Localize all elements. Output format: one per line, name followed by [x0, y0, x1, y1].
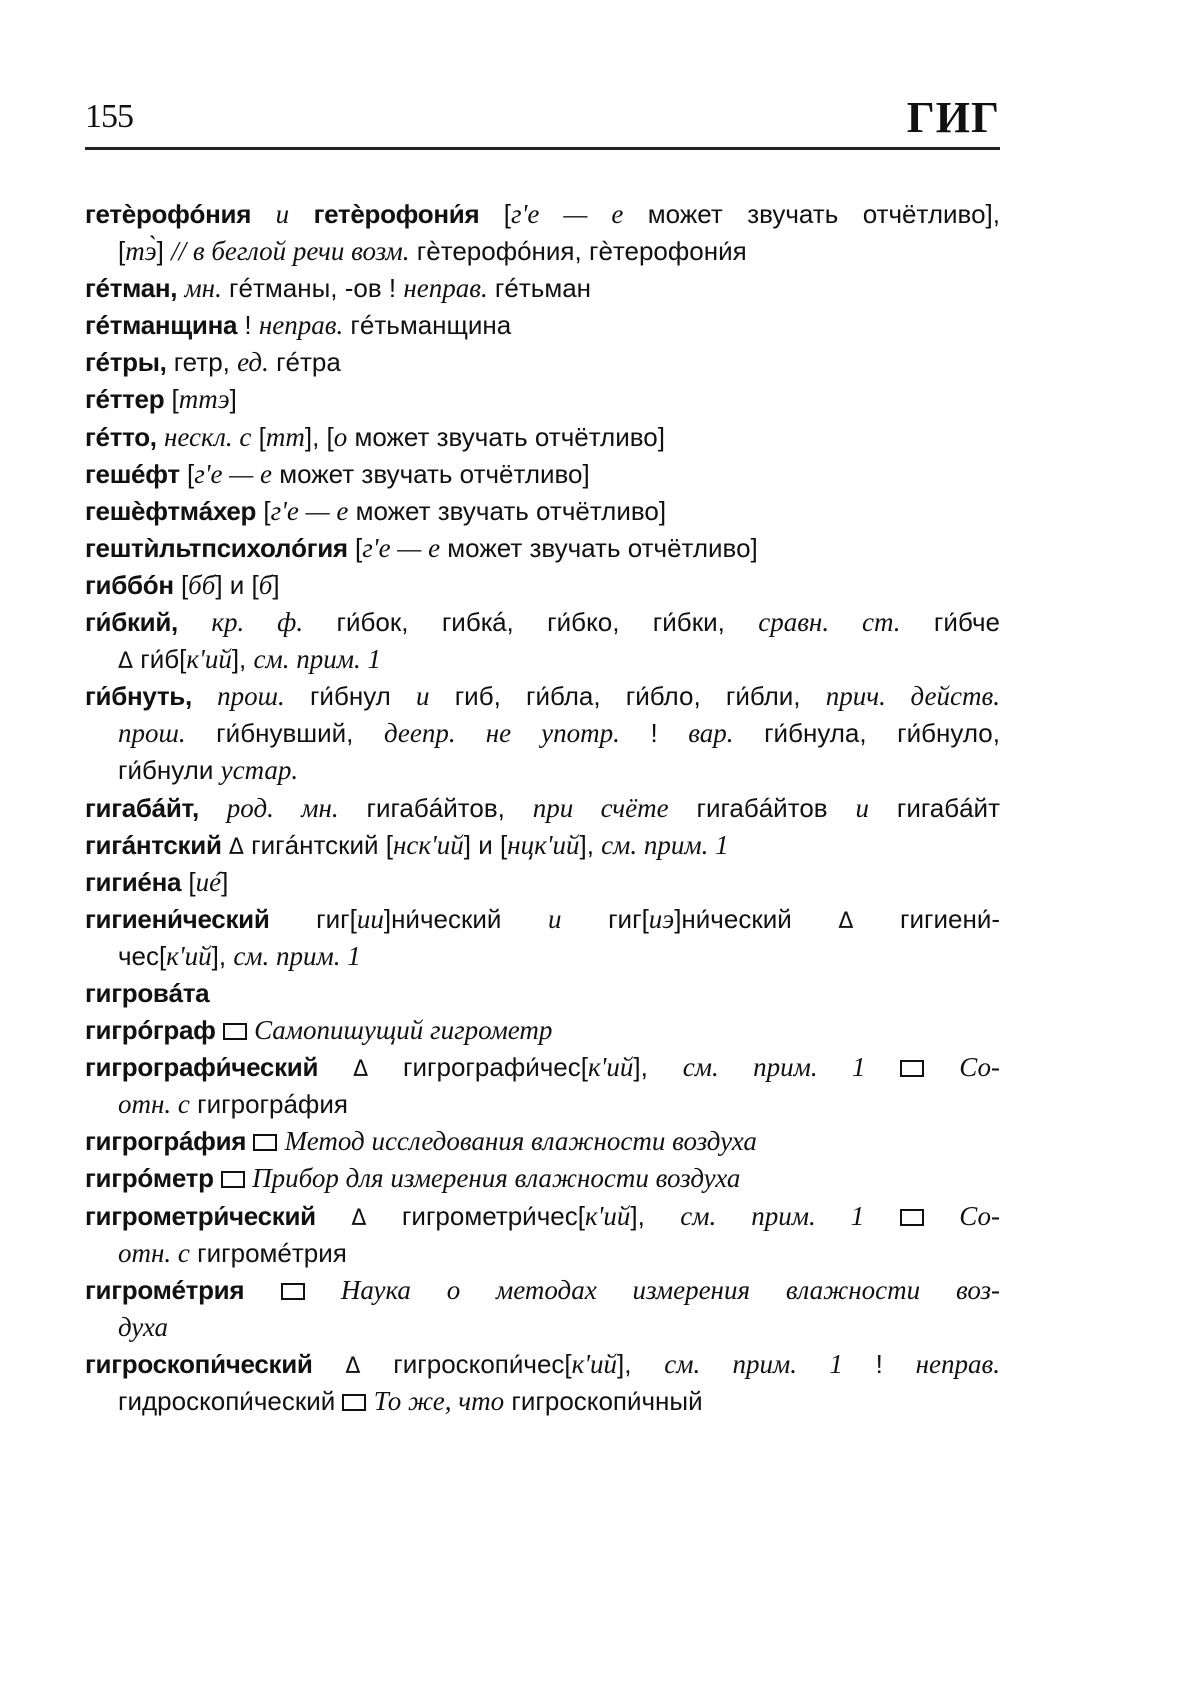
definition-box-icon: [253, 1134, 277, 1151]
italic-label: и: [275, 199, 290, 229]
italic-label: иé: [195, 866, 222, 897]
running-head: ГИГ: [906, 93, 1000, 142]
text: гѐтерофóния, гѐтерофони́я: [409, 236, 747, 267]
text: гиг[: [561, 903, 649, 934]
italic-label: Со-: [959, 1052, 1000, 1083]
text: ]ни́ческий: [383, 903, 548, 934]
text: ] и [: [463, 829, 508, 860]
headword: гéтманщина: [85, 310, 238, 341]
italic-label: Самопишущий гигрометр: [254, 1015, 553, 1046]
italic-label: и: [547, 903, 562, 934]
text: ],: [630, 1200, 681, 1231]
text: гигабáйтов,: [338, 792, 533, 823]
italic-label: см. прим. 1: [253, 644, 381, 675]
italic-label: Прибор для измерения влажности воздуха: [252, 1163, 741, 1194]
text: ги́бнул: [284, 681, 416, 712]
text: гéтьман: [487, 273, 592, 304]
entry-continuation-line: [85, 752, 1000, 789]
text: ],: [617, 1348, 665, 1379]
text: ]: [156, 236, 172, 267]
triangle-icon: Δ: [351, 1205, 367, 1231]
italic-label: мн.: [184, 273, 222, 304]
text: [318, 1052, 353, 1082]
entry-line: [85, 530, 1000, 567]
entry-line: [85, 901, 1000, 938]
text: [199, 793, 227, 823]
headword: гетѐрофони́я: [313, 199, 480, 229]
text: ги́бнувший,: [185, 718, 384, 749]
italic-label: тт: [265, 421, 305, 452]
text: ги́бнули: [118, 755, 221, 786]
headword: гигрóграф: [85, 1015, 216, 1046]
text: ги́бче: [900, 607, 1000, 638]
italic-label: сравн. ст.: [758, 607, 901, 638]
headword: гешѐфтмáхер: [85, 495, 257, 526]
italic-label: см. прим. 1: [233, 940, 361, 971]
entry-line: [85, 344, 1000, 381]
text: ]: [272, 569, 280, 600]
headword: гигрогрáфия: [85, 1126, 247, 1157]
definition-box-icon: [223, 1023, 247, 1040]
entry-continuation-line: [85, 1309, 1000, 1346]
text: [: [347, 532, 363, 563]
text: [: [181, 866, 196, 897]
headword: гигрографи́ческий: [85, 1052, 319, 1083]
italic-label: неправ.: [915, 1348, 1000, 1379]
italic-label: неправ.: [403, 273, 488, 304]
text: гигроскопи́чный: [504, 1386, 703, 1416]
italic-label: вар.: [688, 718, 734, 749]
italic-label: г'е — е: [362, 532, 441, 563]
page-number: 155: [85, 98, 133, 135]
italic-label: и: [855, 792, 869, 823]
headword: гигровáта: [85, 977, 210, 1008]
entry-line: [85, 864, 1000, 901]
headword: гигроскопи́ческий: [85, 1348, 313, 1379]
text: [: [179, 458, 195, 489]
text: [366, 1386, 373, 1416]
entry-line: [85, 1123, 1000, 1160]
headword: гигрометри́ческий: [85, 1200, 316, 1231]
text: ],: [211, 940, 234, 971]
headword: гигромéтрия: [85, 1274, 245, 1305]
italic-label: род. мн.: [226, 792, 339, 823]
text: гéтманы, -ов !: [221, 273, 404, 304]
italic-label: деепр. не употр.: [383, 718, 620, 749]
entry-continuation-line: [85, 641, 1000, 678]
text: [924, 1201, 960, 1231]
text: [214, 1163, 221, 1193]
text: ]: [221, 866, 229, 897]
entry-line: [85, 270, 1000, 307]
entry-line: [85, 493, 1000, 530]
italic-label: г'е — е: [194, 458, 273, 489]
text: ],: [231, 644, 254, 675]
text: гигрометри́чес[: [366, 1200, 585, 1231]
entry-continuation-line: [85, 1383, 1000, 1420]
italic-label: тэ̀: [125, 236, 157, 267]
headword: гигабáйт,: [85, 792, 199, 823]
italic-label: отн. с: [118, 1237, 190, 1268]
text: гиб, ги́бла, ги́бло, ги́бли,: [429, 681, 826, 712]
entry-line: [85, 567, 1000, 604]
italic-label: б: [258, 569, 273, 600]
text: [: [251, 421, 266, 452]
entry-line: [85, 1198, 1000, 1235]
text: [289, 199, 313, 229]
italic-label: г'е — е: [270, 495, 349, 526]
text: гигабáйт: [868, 792, 1000, 823]
text: гéтьманщина: [343, 310, 512, 341]
page-header: [85, 92, 1000, 148]
text: [: [256, 495, 271, 526]
italic-label: неправ.: [258, 310, 344, 341]
italic-label: к'ий: [587, 1052, 634, 1083]
triangle-icon: Δ: [118, 649, 134, 675]
italic-label: к'ий: [571, 1348, 618, 1379]
text: ги́бок, гибкá, ги́бко, ги́бки,: [303, 607, 759, 638]
entry-continuation-line: [85, 715, 1000, 752]
text: [: [164, 384, 179, 415]
entry-line: [85, 678, 1000, 715]
italic-label: к'ий: [584, 1200, 631, 1231]
italic-label: нескл. с: [163, 421, 252, 452]
entry-line: [85, 1272, 1000, 1309]
text: [192, 681, 217, 711]
italic-label: и: [416, 681, 430, 712]
headword: гéтто,: [85, 421, 157, 452]
triangle-icon: Δ: [353, 1057, 369, 1083]
definition-box-icon: [900, 1060, 924, 1077]
italic-label: Со-: [959, 1200, 1000, 1231]
headword: гештѝльтпсихолóгия: [85, 532, 348, 563]
entry-continuation-line: [85, 1086, 1000, 1123]
entry-line: [85, 381, 1000, 418]
text: чес[: [118, 940, 167, 971]
definition-box-icon: [281, 1283, 305, 1300]
definition-box-icon: [221, 1171, 245, 1188]
header-rule: [85, 147, 1000, 150]
text: гигрогрáфия: [189, 1089, 348, 1120]
headword: ги́бкий,: [85, 607, 178, 638]
italic-label: нцк'ий: [507, 829, 580, 860]
text: [866, 1052, 901, 1082]
italic-label: при счёте: [532, 792, 669, 823]
headword: гигиени́ческий: [85, 903, 270, 934]
text: [246, 1126, 253, 1156]
text: гетр,: [166, 347, 238, 378]
italic-label: о: [333, 421, 348, 452]
text: может звучать отчётливо]: [272, 458, 590, 489]
text: [305, 1275, 341, 1305]
text: ] и [: [215, 569, 259, 600]
headword: ги́бнуть,: [85, 681, 192, 712]
text: может звучать отчётливо]: [348, 495, 667, 526]
entry-line: [85, 1012, 1000, 1049]
italic-label: г'е — е: [511, 199, 624, 229]
definition-box-icon: [342, 1394, 366, 1411]
entry-line: [85, 790, 1000, 827]
text: ], [: [304, 421, 334, 452]
text: [864, 1201, 900, 1231]
definition-box-icon: [900, 1209, 924, 1226]
headword: гигиéна: [85, 866, 182, 897]
italic-label: прич. действ.: [825, 681, 1000, 712]
triangle-icon: Δ: [228, 834, 244, 860]
italic-label: бб: [188, 569, 216, 600]
italic-label: То же, что: [373, 1386, 505, 1416]
italic-label: // в беглой речи возм.: [171, 236, 410, 267]
headword: гешéфт: [85, 458, 180, 489]
triangle-icon: Δ: [345, 1353, 361, 1379]
text: !: [237, 310, 259, 341]
text: [316, 1201, 352, 1231]
text: может звучать отчётливо]: [347, 421, 665, 452]
text: [216, 1015, 223, 1045]
text: гигромéтрия: [189, 1237, 347, 1268]
text: гигабáйтов: [668, 792, 856, 823]
text: ги́бнула, ги́бнуло,: [733, 718, 1000, 749]
entry-line: [85, 307, 1000, 344]
italic-label: устар.: [220, 755, 299, 786]
text: гигрографи́чес[: [368, 1052, 588, 1083]
italic-label: см. прим. 1: [682, 1052, 866, 1083]
text: ],: [579, 829, 602, 860]
italic-label: к'ий: [166, 940, 212, 971]
text: [313, 1349, 346, 1379]
italic-label: отн. с: [118, 1089, 190, 1120]
italic-label: Наука о методах измерения влажности воз-: [340, 1274, 1000, 1305]
entry-line: [85, 975, 1000, 1012]
entry-line: [85, 604, 1000, 641]
italic-label: нск'ий: [392, 829, 464, 860]
text: гидроскопи́ческий: [118, 1386, 343, 1416]
headword: гигáнтский: [85, 829, 222, 860]
italic-label: см. прим. 1: [680, 1200, 865, 1231]
italic-label: к'ий: [186, 644, 232, 675]
entry-continuation-line: [85, 938, 1000, 975]
text: [251, 199, 275, 229]
text: [277, 1126, 284, 1156]
text: гигиени́-: [853, 903, 1000, 934]
italic-label: иэ: [648, 903, 675, 934]
entry-line: [85, 196, 1000, 233]
headword: гетѐрофóния: [85, 199, 252, 229]
entry-line: [85, 827, 1000, 864]
text: ],: [633, 1052, 683, 1083]
text: !: [619, 718, 689, 749]
italic-label: прош.: [217, 681, 285, 712]
text: может звучать отчётливо],: [623, 199, 1000, 229]
entry-continuation-line: [85, 1235, 1000, 1272]
entry-line: [85, 419, 1000, 456]
headword: гигрóметр: [85, 1163, 214, 1194]
headword: гéтры,: [85, 347, 167, 378]
entry-continuation-line: [85, 233, 1000, 270]
text: гигроскопи́чес[: [360, 1348, 572, 1379]
italic-label: ии: [356, 903, 384, 934]
italic-label: прош.: [118, 718, 186, 749]
headword: гéттер: [85, 384, 165, 415]
headword: гéтман,: [85, 273, 178, 304]
headword: гиббóн: [85, 569, 174, 600]
text: ]: [229, 384, 237, 415]
entry-line: [85, 1160, 1000, 1197]
text: ]ни́ческий: [674, 903, 839, 934]
text: [244, 1275, 280, 1305]
text: [222, 830, 229, 860]
italic-label: ттэ: [178, 384, 230, 415]
text: [: [479, 199, 512, 229]
italic-label: кр. ф.: [211, 607, 304, 638]
text: гéтра: [268, 347, 341, 378]
text: [178, 607, 211, 637]
entry-line: [85, 1346, 1000, 1383]
dictionary-entries: [85, 196, 1000, 1420]
text: [: [173, 569, 189, 600]
text: [924, 1052, 959, 1082]
italic-label: духа: [118, 1311, 169, 1342]
text: !: [842, 1348, 916, 1379]
triangle-icon: Δ: [838, 908, 854, 934]
italic-label: Метод исследования влажности воздуха: [284, 1126, 757, 1157]
text: может звучать отчётливо]: [440, 532, 758, 563]
text: [: [118, 236, 126, 267]
italic-label: см. прим. 1: [664, 1348, 843, 1379]
entry-line: [85, 1049, 1000, 1086]
text: гигáнтский [: [243, 829, 393, 860]
text: ги́б[: [133, 644, 187, 675]
italic-label: см. прим. 1: [601, 829, 729, 860]
text: гиг[: [269, 903, 357, 934]
italic-label: ед.: [237, 347, 269, 378]
entry-line: [85, 456, 1000, 493]
text: [157, 422, 164, 452]
